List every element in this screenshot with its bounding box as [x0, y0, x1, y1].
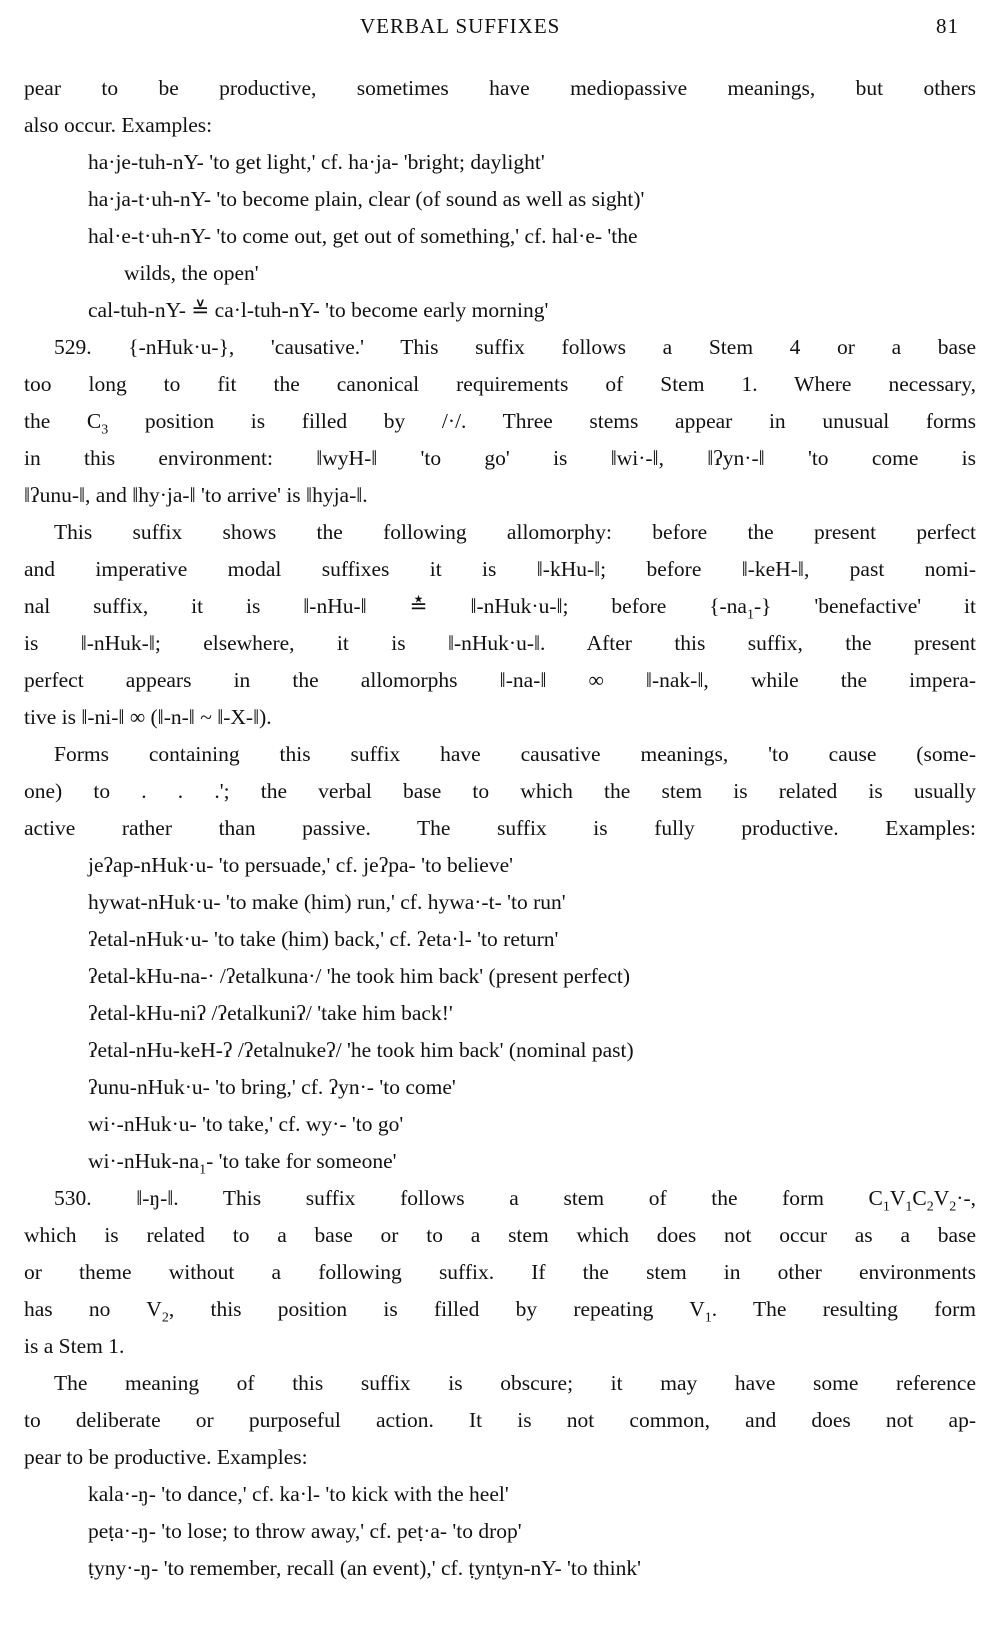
- text-line: to deliberate or purposeful action. It is not common, and does not ap-: [24, 1408, 976, 1432]
- text-line: Forms containing this suffix have causative meanings, 'to cause (some-: [54, 742, 976, 766]
- text-line: the $C_3$ position is filled by /·/. Three stems appear in unusual forms: [24, 409, 977, 438]
- text-line: wilds, the open': [124, 261, 259, 285]
- text-line: active rather than passive. The suffix is fully productive. Examples:: [24, 816, 976, 840]
- text-line: 530. ‖-ŋ-‖. This suffix follows a stem of the form $C_1V_1C_2V_2\cdot-$,: [54, 1186, 976, 1215]
- text-line: ṭyny·-ŋ- 'to remember, recall (an event),' cf. ṭynṭyn-nY- 'to think': [88, 1556, 642, 1580]
- text-line: pear to be productive, sometimes have mediopassive meanings, but others: [24, 76, 976, 100]
- text-line: jeʔap-nHuk·u- 'to persuade,' cf. jeʔpa- 'to believe': [88, 853, 513, 877]
- text-line: ʔunu-nHuk·u- 'to bring,' cf. ʔyn·- 'to come': [88, 1075, 456, 1099]
- text-line: has no $V_2$, this position is filled by repeating $V_1$. The resulting form: [24, 1297, 976, 1326]
- text-line: kala·-ŋ- 'to dance,' cf. ka·l- 'to kick with the heel': [88, 1482, 509, 1506]
- page-number: 81: [936, 14, 959, 38]
- text-line: pear to be productive. Examples:: [24, 1445, 308, 1469]
- text-line: and imperative modal suffixes it is ‖-kHu-‖; before ‖-keH-‖, past nomi-: [24, 557, 976, 581]
- text-line: perfect appears in the allomorphs ‖-na-‖ ∞ ‖-nak-‖, while the impera-: [24, 668, 976, 692]
- text-line: is a Stem 1.: [24, 1334, 125, 1358]
- text-line: ha·je-tuh-nY- 'to get light,' cf. ha·ja- 'bright; daylight': [88, 150, 545, 174]
- text-line: also occur. Examples:: [24, 113, 213, 137]
- text-line: cal-tuh-nY- ≚ ca·l-tuh-nY- 'to become early morning': [88, 298, 549, 322]
- text-line: ʔetal-kHu-na-· /ʔetalkuna·/ 'he took him back' (present perfect): [88, 964, 631, 988]
- text-line: in this environment: ‖wyH-‖ 'to go' is ‖wi·-‖, ‖ʔyn·-‖ 'to come is: [24, 446, 976, 470]
- text-line: is ‖-nHuk-‖; elsewhere, it is ‖-nHuk·u-‖. After this suffix, the present: [24, 631, 976, 655]
- text-line: too long to fit the canonical requirements of Stem 1. Where necessary,: [24, 372, 976, 396]
- text-line: ha·ja-t·uh-nY- 'to become plain, clear (of sound as well as sight)': [88, 187, 645, 211]
- text-line: ‖ʔunu-‖, and ‖hy·ja-‖ 'to arrive' is ‖hyja-‖.: [24, 483, 368, 507]
- text-line: tive is ‖-ni-‖ ∞ (‖-n-‖ ~ ‖-X-‖).: [24, 705, 272, 729]
- running-header: [0, 14, 999, 44]
- text-line: $wi\cdot-nHuk-na_1-$ 'to take for someone': [88, 1149, 397, 1178]
- text-line: The meaning of this suffix is obscure; it may have some reference: [54, 1371, 976, 1395]
- text-line: ʔetal-nHuk·u- 'to take (him) back,' cf. ʔeta·l- 'to return': [88, 927, 559, 951]
- text-line: 529. {-nHuk·u-}, 'causative.' This suffix follows a Stem 4 or a base: [54, 335, 976, 359]
- text-line: hal·e-t·uh-nY- 'to come out, get out of something,' cf. hal·e- 'the: [88, 224, 638, 248]
- text-line: This suffix shows the following allomorphy: before the present perfect: [54, 520, 976, 544]
- text-line: ʔetal-kHu-niʔ /ʔetalkuniʔ/ 'take him back!': [88, 1001, 453, 1025]
- text-line: hywat-nHuk·u- 'to make (him) run,' cf. hywa·-t- 'to run': [88, 890, 566, 914]
- body-text: [24, 70, 976, 1587]
- text-line: wi·-nHuk·u- 'to take,' cf. wy·- 'to go': [88, 1112, 404, 1136]
- text-line: which is related to a base or to a stem which does not occur as a base: [24, 1223, 976, 1247]
- running-title: VERBAL SUFFIXES: [360, 14, 561, 38]
- text-line: or theme without a following suffix. If the stem in other environments: [24, 1260, 976, 1284]
- text-line: ʔetal-nHu-keH-ʔ /ʔetalnukeʔ/ 'he took him back' (nominal past): [88, 1038, 634, 1062]
- text-line: one) to . . .'; the verbal base to which the stem is related is usually: [24, 779, 976, 803]
- text-line: peṭa·-ŋ- 'to lose; to throw away,' cf. peṭ·a- 'to drop': [88, 1519, 522, 1543]
- text-line: nal suffix, it is ‖-nHu-‖ ≛ ‖-nHuk·u-‖; before $\{-na_1-\}$ 'benefactive' it: [24, 594, 976, 623]
